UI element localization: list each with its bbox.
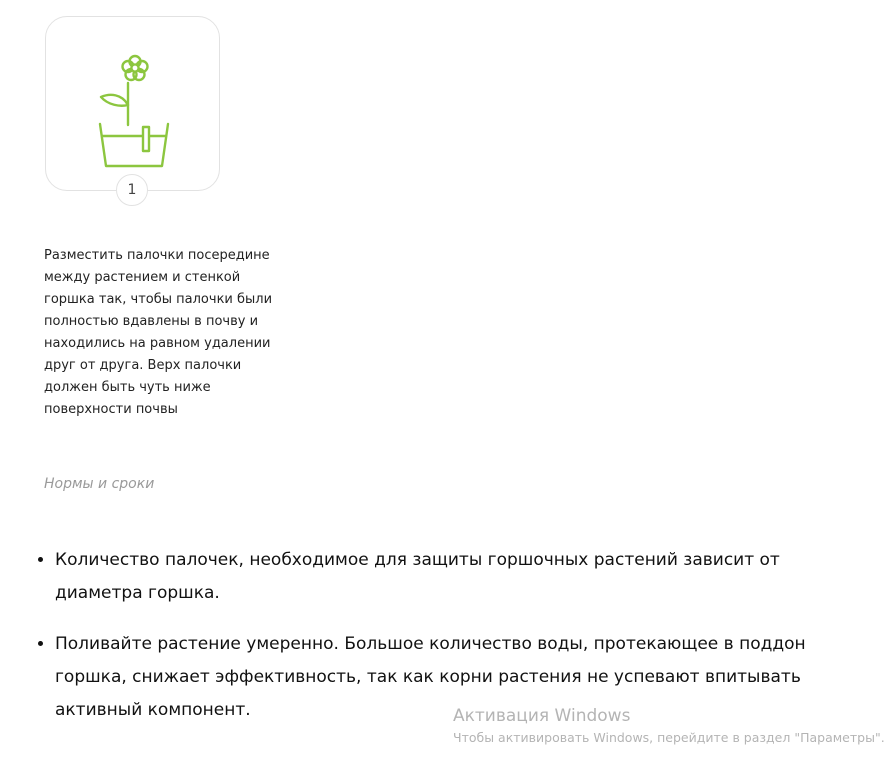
watermark-title: Активация Windows <box>453 706 631 726</box>
tips-list <box>20 544 885 745</box>
norms-and-terms-heading: Нормы и сроки <box>44 476 155 492</box>
step-card <box>45 16 220 198</box>
list-item: • Количество палочек, необходимое для защиты горшочных растений зависит от диаметра горшка. <box>55 544 825 610</box>
watermark-subtitle: Чтобы активировать Windows, перейдите в раздел "Параметры". <box>453 730 885 745</box>
list-item: • Поливайте растение умеренно. Большое количество воды, протекающее в поддон горшка, снижает эффективность, так как корни растения не успевают впитывать активный компонент. <box>55 628 825 727</box>
step-number-badge: 1 <box>116 174 148 206</box>
step-description: Разместить палочки посередине между растением и стенкой горшка так, чтобы палочки были полностью вдавлены в почву и находились на равном удалении друг от друга. Верх палочки должен быть чуть ниже поверхности почвы <box>44 248 273 417</box>
plant-pot-with-sticks-icon <box>98 49 170 153</box>
